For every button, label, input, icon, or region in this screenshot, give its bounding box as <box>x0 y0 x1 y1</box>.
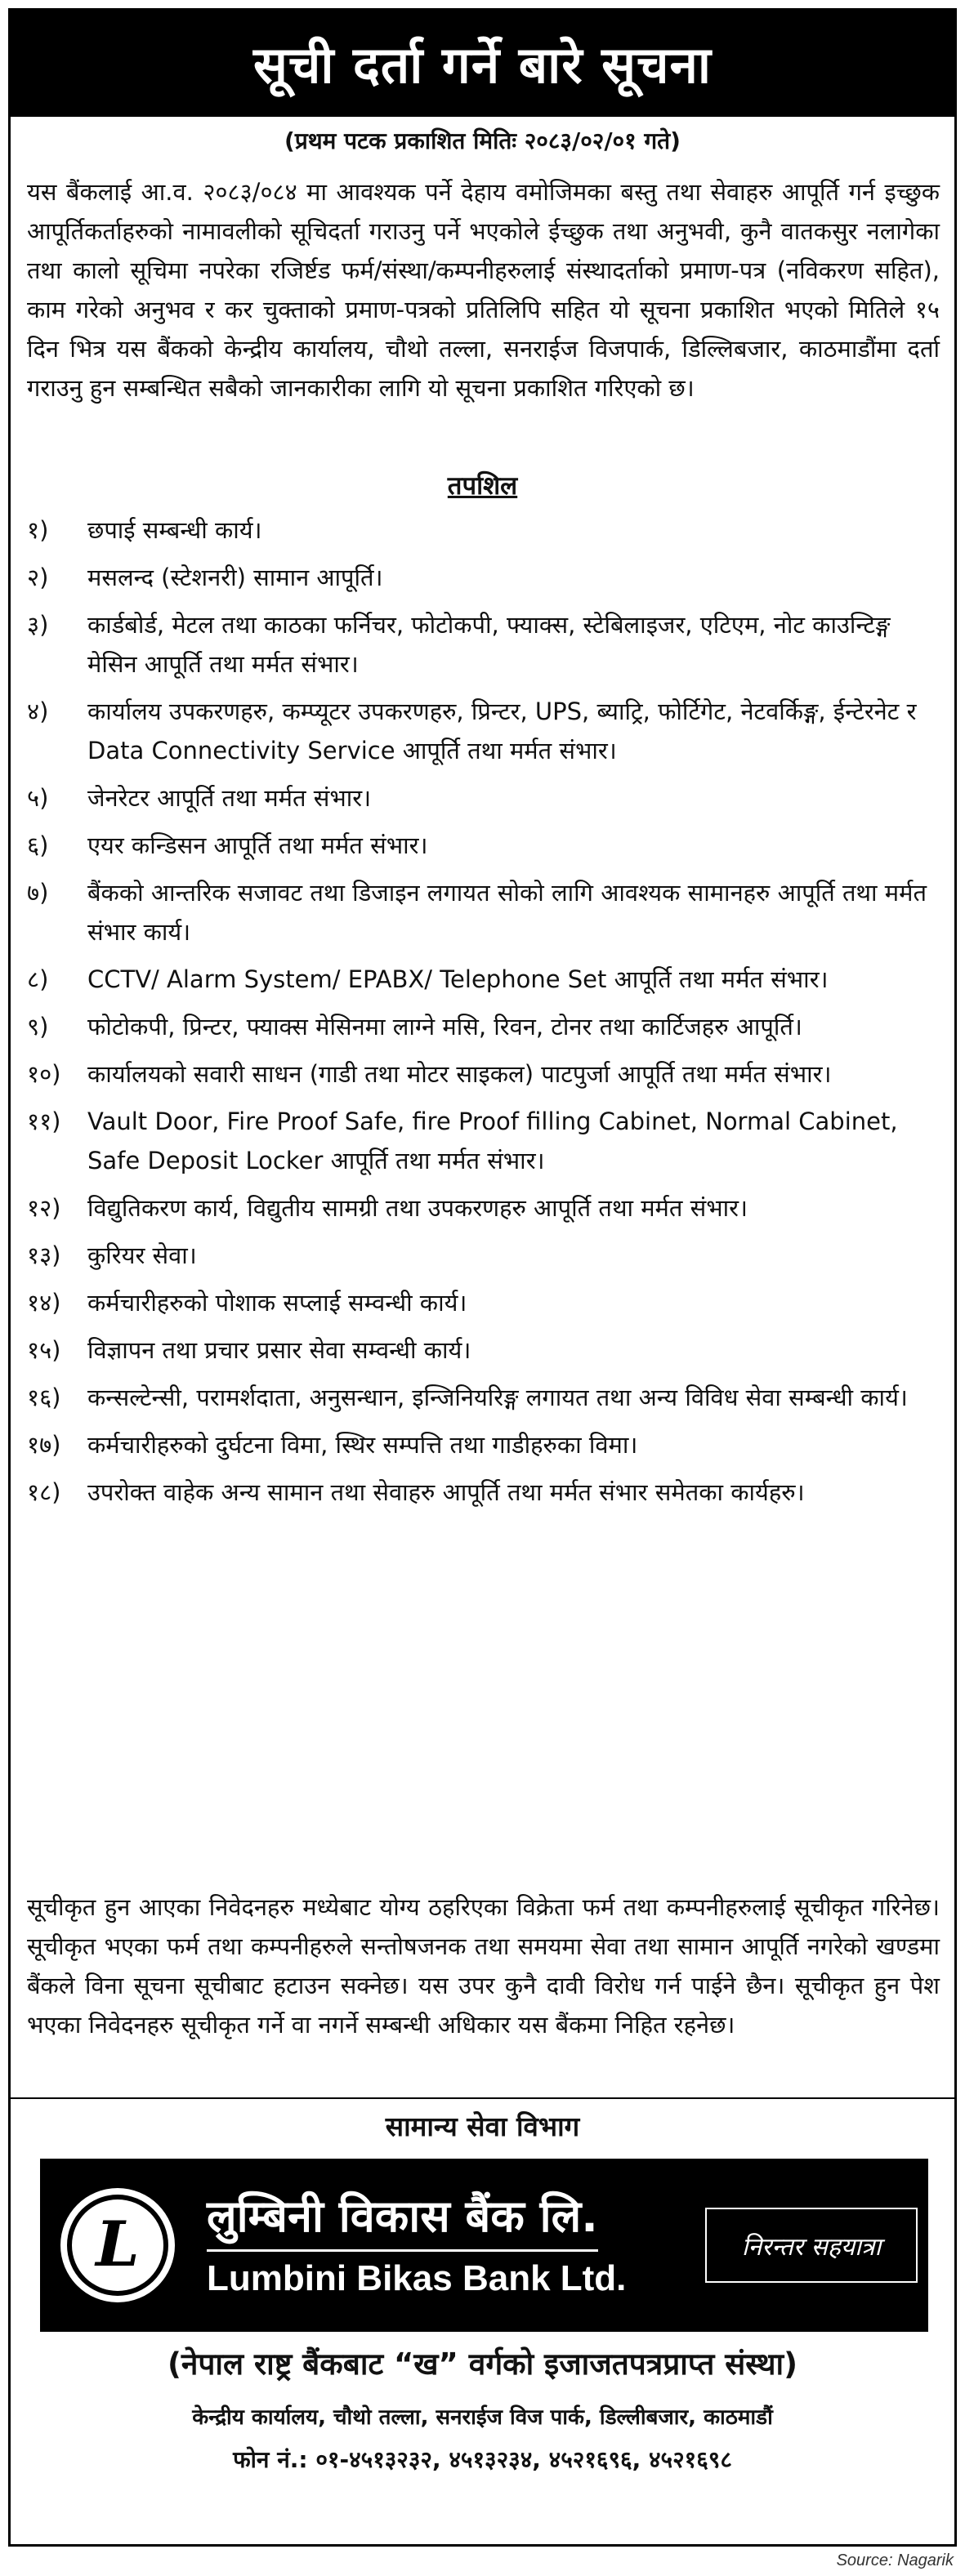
list-item-text: कार्यालय उपकरणहरु, कम्प्यूटर उपकरणहरु, प्रिन्टर, UPS, ब्याट्रि, फोर्टिगेट, नेटवर्किङ्ग, ईन्टेरनेट र Data Connectivity Service आपूर्ति तथा मर्मत संभार। <box>87 697 917 764</box>
notice-frame <box>8 8 957 2547</box>
divider <box>11 2097 954 2099</box>
list-item <box>27 1473 940 1512</box>
list-item-text: उपरोक्त वाहेक अन्य सामान तथा सेवाहरु आपूर्ति तथा मर्मत संभार समेतका कार्यहरु। <box>87 1478 805 1506</box>
list-item-text: CCTV/ Alarm System/ EPABX/ Telephone Set आपूर्ति तथा मर्मत संभार। <box>87 965 829 993</box>
list-item-number: ८) <box>27 965 49 993</box>
list-item-number: ४) <box>27 697 49 725</box>
list-item-number: १५) <box>27 1336 61 1364</box>
bank-address: केन्द्रीय कार्यालय, चौथो तल्ला, सनराईज विज पार्क, डिल्लीबजार, काठमाडौं <box>192 2405 773 2430</box>
source-credit: Source: Nagarik <box>836 2551 954 2569</box>
list-item-text: Vault Door, Fire Proof Safe, fire Proof filling Cabinet, Normal Cabinet, Safe Deposit Locker आपूर्ति तथा मर्मत संभार। <box>87 1108 898 1174</box>
list-item <box>27 1054 940 1094</box>
list-item <box>27 1425 940 1464</box>
bank-tagline: निरन्तर सहयात्रा <box>705 2208 918 2283</box>
list-item-text: फोटोकपी, प्रिन्टर, फ्याक्स मेसिनमा लाग्ने मसि, रिवन, टोनर तथा कार्टिजहरु आपूर्ति। <box>87 1013 802 1041</box>
list-item-number: ५) <box>27 784 49 812</box>
list-item-number: ११) <box>27 1108 61 1135</box>
list-item <box>27 510 940 550</box>
publication-date: (प्रथम पटक प्रकाशित मितिः २०८३/०२/०१ गते) <box>284 127 681 154</box>
list-item-text: कुरियर सेवा। <box>87 1241 197 1269</box>
list-item <box>27 1330 940 1370</box>
bank-names <box>195 2186 689 2306</box>
bank-phones: फोन नं.: ०१-४५१३२३२, ४५१३२३४, ४५२१६९६, ४५२१६९८ <box>233 2446 732 2473</box>
bank-banner <box>40 2159 928 2332</box>
list-item-number: १३) <box>27 1241 61 1269</box>
list-item <box>27 558 940 597</box>
list-item <box>27 605 940 684</box>
list-item <box>27 778 940 818</box>
list-item-number: १८) <box>27 1478 61 1506</box>
list-item-number: १६) <box>27 1384 61 1411</box>
list-item <box>27 960 940 999</box>
list-item-number: १७) <box>27 1431 61 1459</box>
list-item <box>27 826 940 865</box>
bank-name-english: Lumbini Bikas Bank Ltd. <box>207 2257 627 2298</box>
list-item-text: मसलन्द (स्टेशनरी) सामान आपूर्ति। <box>87 564 383 591</box>
list-item <box>27 1007 940 1046</box>
bank-logo-letter: L <box>96 2208 140 2280</box>
list-item-text: जेनरेटर आपूर्ति तथा मर्मत संभार। <box>87 784 372 812</box>
license-line: (नेपाल राष्ट्र बैंकबाट “ख” वर्गको इजाजतपत्रप्राप्त संस्था) <box>167 2346 798 2382</box>
list-item-text: बैंकको आन्तरिक सजावट तथा डिजाइन लगायत सोको लागि आवश्यक सामानहरु आपूर्ति तथा मर्मत संभार कार्य। <box>87 879 927 946</box>
bank-logo-icon <box>56 2184 179 2306</box>
list-item-text: कन्सल्टेन्सी, परामर्शदाता, अनुसन्धान, इन्जिनियरिङ्ग लगायत तथा अन्य विविध सेवा सम्बन्धी कार्य। <box>87 1384 908 1411</box>
list-item <box>27 692 940 770</box>
list-item-text: कर्मचारीहरुको दुर्घटना विमा, स्थिर सम्पत्ति तथा गाडीहरुका विमा। <box>87 1431 638 1459</box>
bank-logo <box>40 2159 195 2332</box>
list-item-text: कार्डबोर्ड, मेटल तथा काठका फर्निचर, फोटोकपी, फ्याक्स, स्टेबिलाइजर, एटिएम, नोट काउन्टिङ्ग मेसिन आपूर्ति तथा मर्मत संभार। <box>87 611 891 678</box>
bank-name-nepali: लुम्बिनी विकास बैंक लि. <box>207 2186 598 2252</box>
list-item-text: कर्मचारीहरुको पोशाक सप्लाई सम्वन्धी कार्य। <box>87 1289 467 1317</box>
list-item-text: विद्युतिकरण कार्य, विद्युतीय सामग्री तथा उपकरणहरु आपूर्ति तथा मर्मत संभार। <box>87 1194 748 1222</box>
intro-paragraph: यस बैंकलाई आ.व. २०८३/०८४ मा आवश्यक पर्ने देहाय वमोजिमका बस्तु तथा सेवाहरु आपूर्ति गर्न इच्छुक आपूर्तिकर्ताहरुको नामावलीको सूचिदर्ता गराउनु पर्ने भएकोले ईच्छुक तथा अनुभवी, कुनै वातकसुर नलागेका तथा कालो सूचिमा नपरेका रजिर्ष्टड फर्म/संस्था/कम्पनीहरुलाई संस्थादर्ताको प्रमाण-पत्र (नविकरण सहित), काम गरेको अनुभव र कर चुक्ताको प्रमाण-पत्रको प्रतिलिपि सहित यो सूचना प्रकाशित भएको मितिले १५ दिन भित्र यस बैंकको केन्द्रीय कार्यालय, चौथो तल्ला, सनराईज विजपार्क, डिल्लिबजार, काठमाडौंमा दर्ता गराउनु हुन सम्बन्धित सबैको जानकारीका लागि यो सूचना प्रकाशित गरिएको छ। <box>27 178 940 402</box>
list-item-number: २) <box>27 564 49 591</box>
list-item-number: ३) <box>27 611 49 639</box>
list-item-number: १०) <box>27 1060 61 1088</box>
list-item <box>27 1283 940 1322</box>
notice-title: सूची दर्ता गर्ने बारे सूचना <box>11 11 954 117</box>
list-item <box>27 1188 940 1228</box>
list-item-text: कार्यालयको सवारी साधन (गाडी तथा मोटर साइकल) पाटपुर्जा आपूर्ति तथा मर्मत संभार। <box>87 1060 832 1088</box>
list-item-number: ६) <box>27 831 49 859</box>
list-item-text: विज्ञापन तथा प्रचार प्रसार सेवा सम्वन्धी कार्य। <box>87 1336 471 1364</box>
list-item-text: छपाई सम्बन्धी कार्य। <box>87 516 262 544</box>
list-item-number: १२) <box>27 1194 61 1222</box>
department-name: सामान्य सेवा विभाग <box>385 2110 580 2142</box>
list-item-number: १) <box>27 516 49 544</box>
list-item-number: ७) <box>27 879 49 907</box>
list-item <box>27 1236 940 1275</box>
list-heading: तपशिल <box>447 471 518 501</box>
list-item <box>27 1378 940 1417</box>
closing-paragraph: सूचीकृत हुन आएका निवेदनहरु मध्येबाट योग्य ठहरिएका विक्रेता फर्म तथा कम्पनीहरुलाई सूचीकृत गरिनेछ। सूचीकृत भएका फर्म तथा कम्पनीहरुले सन्तोषजनक तथा समयमा सेवा तथा सामान आपूर्ति नगरेको खण्डमा बैंकले विना सूचना सूचीबाट हटाउन सक्नेछ। यस उपर कुनै दावी विरोध गर्न पाईने छैन। सूचीकृत हुन पेश भएका निवेदनहरु सूचीकृत गर्ने वा नगर्ने सम्बन्धी अधिकार यस बैंकमा निहित रहनेछ। <box>27 1893 940 2039</box>
list-item <box>27 1102 940 1180</box>
requirements-list <box>27 510 940 1520</box>
list-item-number: ९) <box>27 1013 49 1041</box>
list-item <box>27 873 940 952</box>
list-item-number: १४) <box>27 1289 61 1317</box>
list-item-text: एयर कन्डिसन आपूर्ति तथा मर्मत संभार। <box>87 831 428 859</box>
